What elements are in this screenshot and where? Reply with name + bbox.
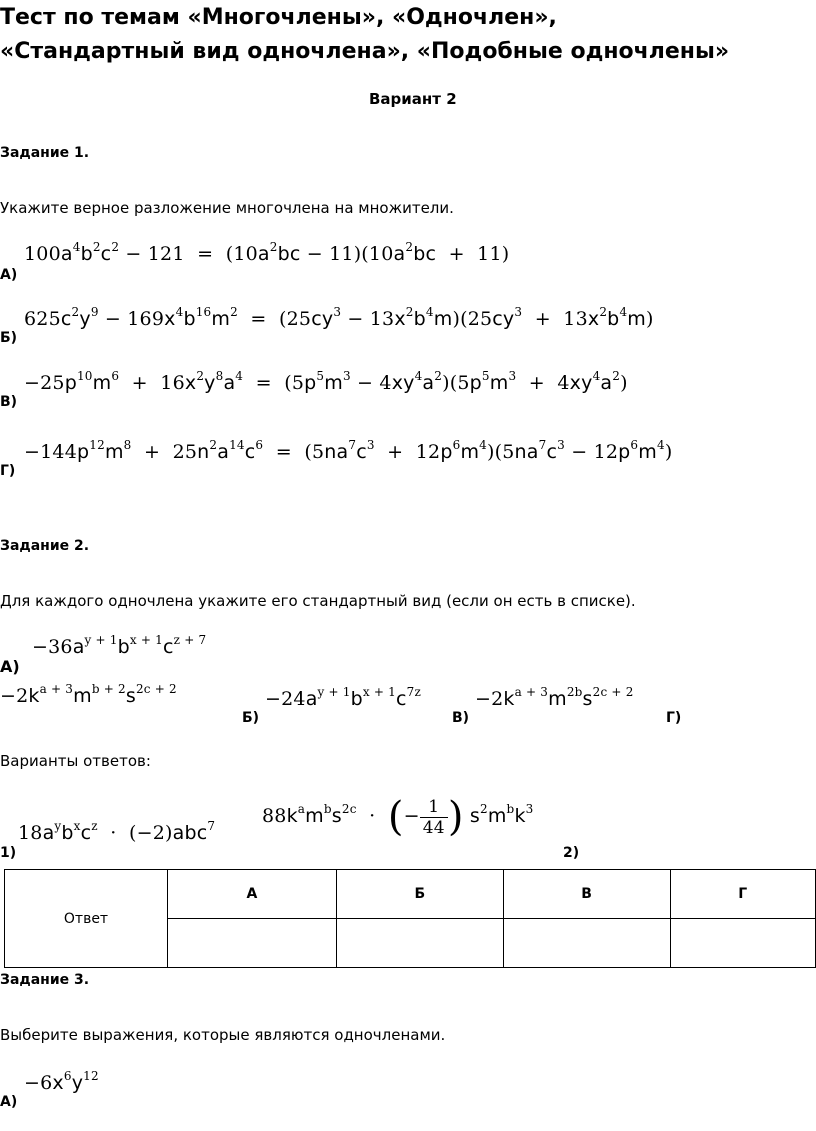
task3-expression-a: $-6x^6y^{12}$ [24,1069,99,1094]
task2-answers-caption: Варианты ответов: [0,752,151,770]
answer-cell-b[interactable] [336,919,503,968]
task2-option-c-label: В) [452,710,470,726]
title-line-2: «Стандартный вид одночлена», «Подобные одночлены» [0,39,730,64]
task2-answer-1: $18a^yb^xc^z \cdot (-2)abc^7$ [18,819,216,844]
answer-cell-d[interactable] [670,919,815,968]
task2-prompt: Для каждого одночлена укажите его стандартный вид (если он есть в списке). [0,592,636,610]
task2-answer-1-label: 1) [0,845,17,861]
task2-monomial-c: $-24a^{y + 1}b^{x + 1}c^{7z}$ [265,685,422,710]
answer-cell-a[interactable] [168,919,337,968]
answer-table [4,869,816,968]
task1-formula-a: $100a^4b^2c^2 - 121 = (10a^2bc - 11)(10a^2bc + 11)$ [24,240,510,265]
task2-option-d-label: Г) [666,710,682,726]
task1-option-d-label: Г) [0,463,16,479]
answer-col-d: Г [670,870,815,919]
task3-prompt: Выберите выражения, которые являются одночленами. [0,1026,446,1044]
task2-answer-2-label: 2) [563,845,580,861]
answer-col-c: В [503,870,670,919]
task2-answer-2: $88k^am^bs^{2c}$ · (− $\frac{1}{44}$ ) $s^2m^bk^3$ [262,794,534,840]
task2-option-a-label: А) [0,657,20,676]
task1-heading: Задание 1. [0,145,90,161]
task1-formula-d: $-144p^{12}m^8 + 25n^2a^{14}c^6 = (5na^7c^3 + 12p^6m^4)(5na^7c^3 - 12p^6m^4)$ [24,438,673,463]
task2-monomial-b: $-2k^{a + 3}m^{b + 2}s^{2c + 2}$ [0,682,177,707]
task2-monomial-d: $-2k^{a + 3}m^{2b}s^{2c + 2}$ [475,685,634,710]
answer-cell-c[interactable] [503,919,670,968]
task2-heading: Задание 2. [0,538,90,554]
task3-heading: Задание 3. [0,972,90,988]
variant-label: Вариант 2 [369,90,457,108]
answer-col-b: Б [336,870,503,919]
task2-option-b-label: Б) [242,710,260,726]
answer-row-label: Ответ [5,870,168,968]
task3-option-a-label: А) [0,1094,18,1110]
task1-prompt: Укажите верное разложение многочлена на множители. [0,199,454,217]
task1-option-b-label: Б) [0,330,18,346]
task1-formula-b: $625c^2y^9 - 169x^4b^{16}m^2 = (25cy^3 - 13x^2b^4m)(25cy^3 + 13x^2b^4m)$ [24,305,654,330]
task1-option-a-label: А) [0,267,18,283]
title-line-1: Тест по темам «Многочлены», «Одночлен», [0,5,557,30]
answer-col-a: А [168,870,337,919]
task2-monomial-a: $-36a^{y + 1}b^{x + 1}c^{z + 7}$ [32,633,207,658]
task1-formula-c: $-25p^{10}m^6 + 16x^2y^8a^4 = (5p^5m^3 - 4xy^4a^2)(5p^5m^3 + 4xy^4a^2)$ [24,369,628,394]
task1-option-c-label: В) [0,394,18,410]
